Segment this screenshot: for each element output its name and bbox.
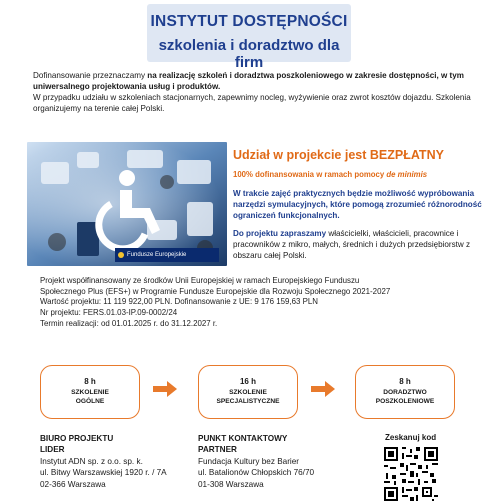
stage-name [199,389,297,406]
project-details [40,276,470,330]
office-street: ul. Bitwy Warszawskiej 1920 r. / 7A [40,468,167,478]
partner-heading: PUNKT KONTAKTOWY [198,434,288,443]
partner-contact [198,433,314,490]
qr-label: Zeskanuj kod [385,433,437,442]
arrow-right-icon [153,381,177,397]
free-participation-heading [233,148,483,162]
stage-hours: 8 h [399,377,411,386]
partner-role: PARTNER [198,445,237,455]
free-heading-prefix: Udział w projekcie jest [233,148,370,162]
stage-hours: 16 h [239,377,256,386]
stage-general-training [40,365,140,419]
intro-text [33,70,473,114]
office-city: 02-366 Warszawa [40,479,106,489]
partner-organization: Fundacja Kultury bez Barier [198,456,300,466]
stage-name-line-2: OGÓLNE [75,397,105,405]
funding-note-deminimis: de minimis [386,170,428,179]
page-title: INSTYTUT DOSTĘPNOŚCI [150,13,348,30]
qr-code-icon[interactable] [384,447,438,501]
stage-specialist-training [198,365,298,419]
partner-city: 01-308 Warszawa [198,479,264,489]
invite-lead: Do projektu zapraszamy [233,228,327,238]
eu-funds-logo-icon [118,252,124,258]
header-banner [147,4,351,71]
project-cofinancing-line-2: Społecznego Plus (EFS+) w Programie Fundusze Europejskie dla Rozwoju Społecznego 2021-2027 [40,286,391,296]
free-heading-emphasis: BEZPŁATNY [369,148,444,162]
intro-funding-emphasis: na realizację szkoleń i doradztwa poszkoleniowego w zakresie dostępności, w tym uniwersalnego projektowania usług i produktów. [33,71,464,91]
target-group-invite [233,228,483,262]
workshop-description: W trakcie zajęć praktycznych będzie możliwość wypróbowania narzędzi symulacyjnych, które pomogą zrozumieć różnorodność ograniczeń funkcjonalnych. [233,189,482,221]
stage-post-training-consulting [355,365,455,419]
invite-audience: właścicielki, właścicieli, pracownice i pracowników z mikro, małych, średnich i dużych przedsiębiorstw z obszaru całej Polski. [233,228,471,261]
accessibility-illustration [27,142,227,266]
stage-name-line-2: SPECJALISTYCZNE [216,397,280,405]
project-office-contact [40,433,167,490]
office-heading: BIURO PROJEKTU [40,434,114,443]
stage-name-line-1: DORADZTWO [383,389,427,396]
stage-name [41,389,139,406]
funding-note-text: 100% dofinansowania w ramach pomocy [233,170,387,179]
stage-name-line-1: SZKOLENIE [229,389,267,396]
project-cofinancing-line-1: Projekt współfinansowany ze środków Unii Europejskiej w ramach Europejskiego Funduszu [40,276,360,285]
intro-paragraph-logistics: W przypadku udziału w szkoleniach stacjonarnych, zapewnimy nocleg, wyżywienie oraz zwrot kosztów dojazdu. Szkolenia organizujemy na terenie całej Polski. [33,93,471,113]
stage-name [356,389,454,406]
office-role: LIDER [40,445,65,455]
eu-funds-badge [115,248,219,262]
funding-note [233,170,483,179]
stage-hours: 8 h [84,377,96,386]
page-subtitle: szkolenia i doradztwo dla firm [158,37,340,71]
eu-funds-badge-label: Fundusze Europejskie [127,252,187,258]
project-number: Nr projektu: FERS.01.03-IP.09-0002/24 [40,308,178,318]
intro-funding-lead: Dofinansowanie przeznaczamy [33,71,148,80]
intro-paragraph-funding [33,70,473,92]
project-value: Wartość projektu: 11 119 922,00 PLN. Dofinansowanie z UE: 9 176 159,63 PLN [40,297,318,307]
project-timeline: Termin realizacji: od 01.01.2025 r. do 31.12.2027 r. [40,318,218,328]
office-organization: Instytut ADN sp. z o.o. sp. k. [40,456,143,466]
arrow-right-icon [311,381,335,397]
stage-name-line-1: SZKOLENIE [71,389,109,396]
offer-panel [233,148,483,261]
stage-name-line-2: POSZKOLENIOWE [375,397,435,405]
partner-street: ul. Batalionów Chłopskich 76/70 [198,468,315,478]
